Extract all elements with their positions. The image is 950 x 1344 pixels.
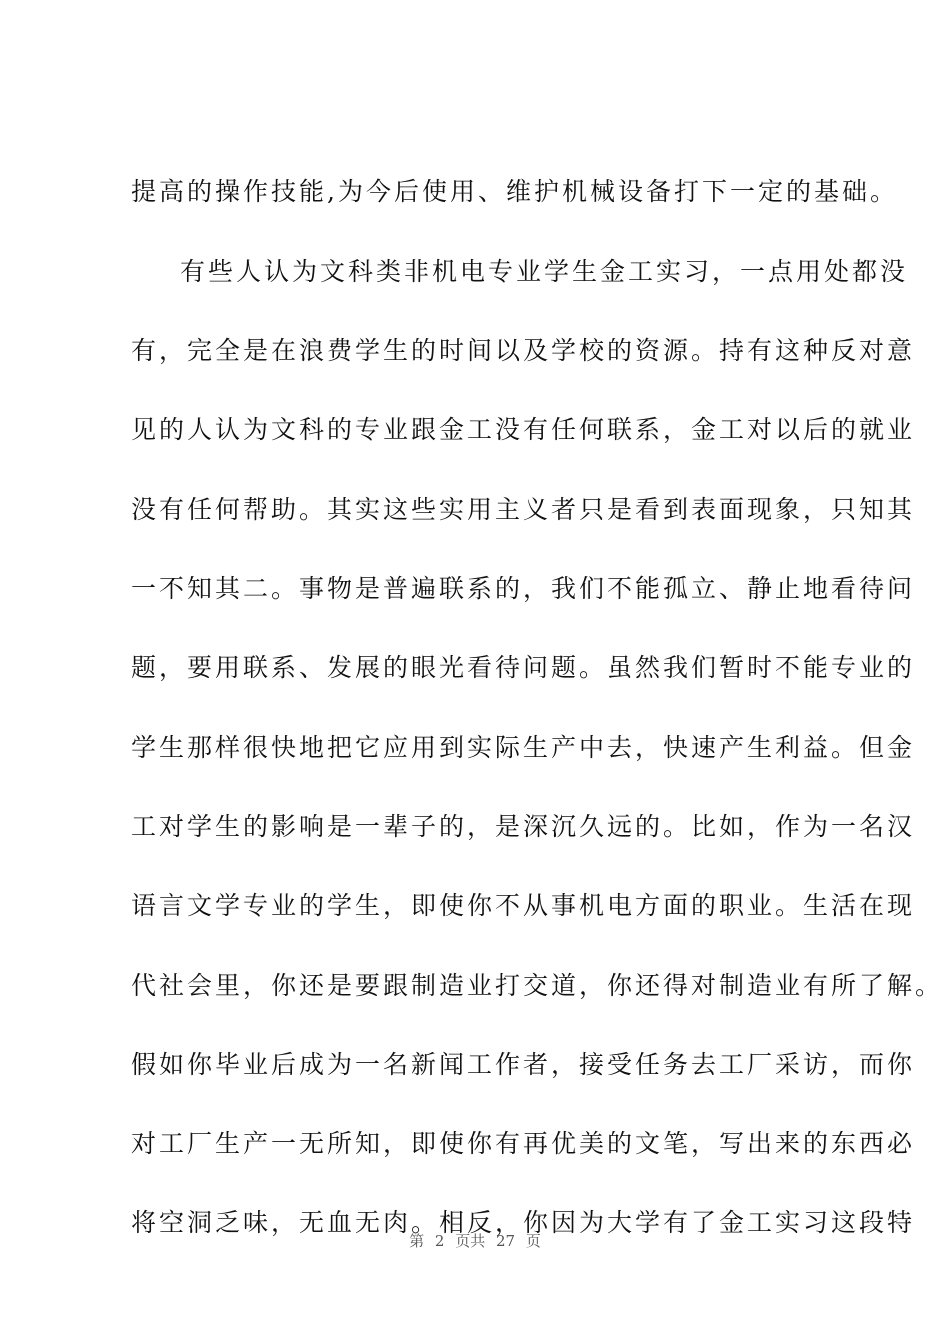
text-line-14: 将空洞乏味，无血无肉。相反，你因为大学有了金工实习这段特 <box>131 1208 916 1237</box>
text-line-6: 一不知其二。事物是普遍联系的，我们不能孤立、静止地看待问 <box>131 574 916 603</box>
paragraph-start-line: 有些人认为文科类非机电专业学生金工实习，一点用处都没 <box>180 257 909 286</box>
page-number-footer: 第 2 页共 27 页 <box>409 1232 541 1250</box>
text-line-3: 有，完全是在浪费学生的时间以及学校的资源。持有这种反对意 <box>131 336 916 365</box>
text-line-13: 对工厂生产一无所知，即使你有再优美的文笔，写出来的东西必 <box>131 1129 916 1158</box>
text-line-11: 代社会里，你还是要跟制造业打交道，你还得对制造业有所了解。 <box>131 971 944 1000</box>
text-line-4: 见的人认为文科的专业跟金工没有任何联系，金工对以后的就业 <box>131 415 916 444</box>
text-line-7: 题，要用联系、发展的眼光看待问题。虽然我们暂时不能专业的 <box>131 653 916 682</box>
text-line-12: 假如你毕业后成为一名新闻工作者，接受任务去工厂采访，而你 <box>131 1050 916 1079</box>
text-line-10: 语言文学专业的学生，即使你不从事机电方面的职业。生活在现 <box>131 891 916 920</box>
text-line-1: 提高的操作技能,为今后使用、维护机械设备打下一定的基础。 <box>131 177 898 206</box>
text-line-8: 学生那样很快地把它应用到实际生产中去，快速产生利益。但金 <box>131 733 916 762</box>
text-line-5: 没有任何帮助。其实这些实用主义者只是看到表面现象，只知其 <box>131 495 916 524</box>
text-line-9: 工对学生的影响是一辈子的，是深沉久远的。比如，作为一名汉 <box>131 812 916 841</box>
